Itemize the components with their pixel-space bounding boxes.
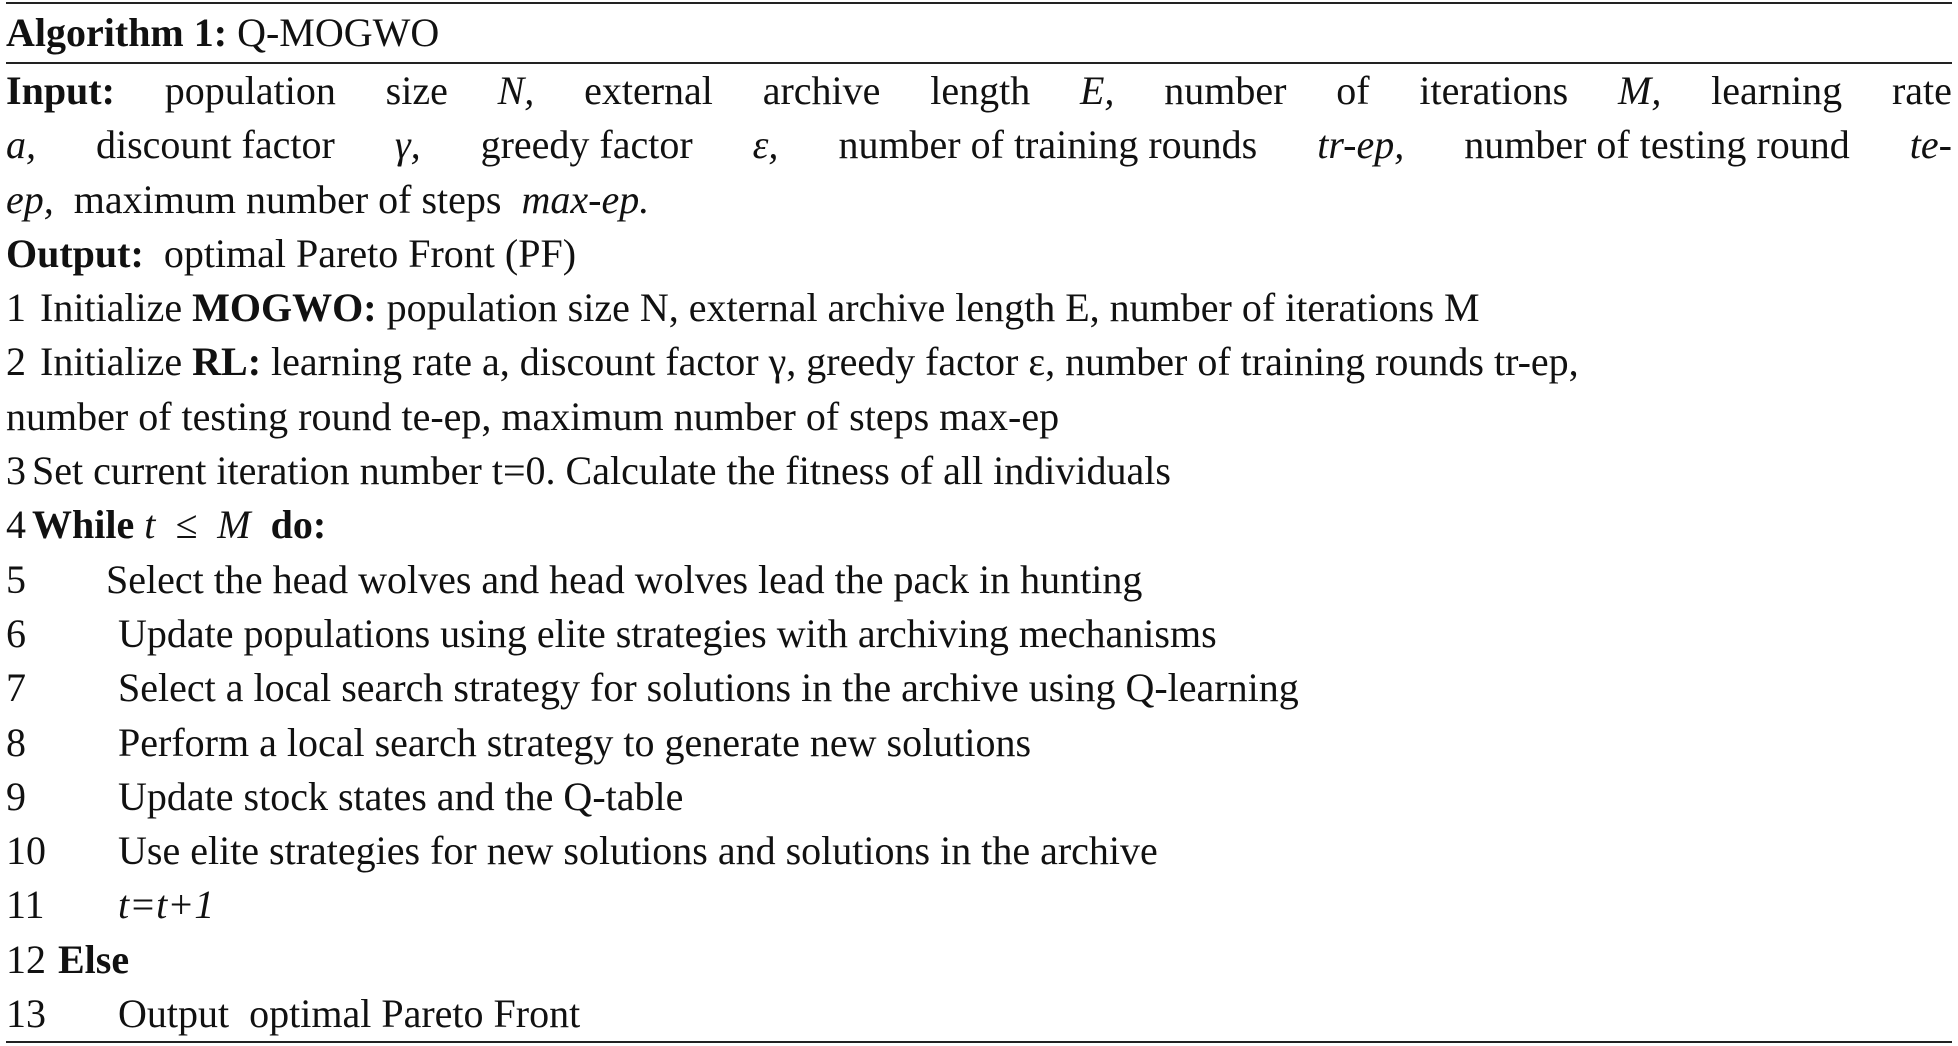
step-number: 5 bbox=[6, 556, 26, 602]
input-word: length bbox=[930, 68, 1031, 113]
input-var: tr-ep, bbox=[1317, 122, 1405, 168]
step-number: 12 bbox=[6, 936, 46, 982]
input-word: iterations bbox=[1419, 68, 1569, 113]
step-number: 13 bbox=[6, 991, 46, 1037]
while-condition: t ≤ M bbox=[144, 502, 251, 548]
input-word: archive bbox=[762, 68, 881, 113]
step-3 bbox=[6, 444, 1952, 498]
input-label: Input: bbox=[6, 68, 115, 113]
step-10 bbox=[6, 824, 1952, 878]
step-number: 8 bbox=[6, 719, 26, 765]
step-text: Initialize bbox=[40, 339, 193, 385]
step-text: Output optimal Pareto Front bbox=[118, 991, 581, 1037]
input-word: of bbox=[1336, 68, 1370, 113]
input-word: discount factor bbox=[96, 122, 335, 168]
step-number: 4 bbox=[6, 502, 26, 548]
algorithm-box bbox=[6, 2, 1952, 1043]
input-row-2 bbox=[6, 118, 1952, 172]
step-4 bbox=[6, 498, 1952, 552]
step-text: t=t+1 bbox=[118, 882, 215, 928]
step-1 bbox=[6, 281, 1952, 335]
step-text: Set current iteration number t=0. Calculate the fitness of all individuals bbox=[32, 448, 1171, 494]
algorithm-title bbox=[6, 4, 1952, 62]
step-text: Perform a local search strategy to generate new solutions bbox=[118, 719, 1032, 765]
input-var: te- bbox=[1909, 122, 1952, 168]
input-word: population bbox=[164, 68, 336, 113]
input-word: rate bbox=[1891, 68, 1952, 113]
input-word: number of training rounds bbox=[838, 122, 1258, 168]
step-12 bbox=[6, 933, 1952, 987]
step-number: 1 bbox=[6, 285, 26, 331]
step-text: Select a local search strategy for solutions in the archive using Q-learning bbox=[118, 665, 1299, 711]
step-5 bbox=[6, 553, 1952, 607]
input-var: E, bbox=[1080, 68, 1115, 113]
algorithm-title-name: Q-MOGWO bbox=[237, 10, 440, 55]
step-13 bbox=[6, 987, 1952, 1041]
step-text: number of testing round te-ep, maximum number of steps max-ep bbox=[6, 393, 1060, 439]
step-6 bbox=[6, 607, 1952, 661]
step-8 bbox=[6, 716, 1952, 770]
step-text: learning rate a, discount factor γ, greedy factor ε, number of training rounds tr-ep, bbox=[261, 339, 1579, 385]
step-number: 6 bbox=[6, 610, 26, 656]
input-row-3 bbox=[6, 173, 1952, 227]
step-keyword: RL: bbox=[192, 339, 262, 385]
while-keyword: While bbox=[32, 502, 135, 548]
output-label: Output: bbox=[6, 230, 144, 276]
input-word: size bbox=[385, 68, 448, 113]
input-row-1 bbox=[6, 64, 1952, 118]
input-word: learning bbox=[1711, 68, 1843, 113]
input-word: maximum number of steps bbox=[73, 176, 502, 222]
else-keyword: Else bbox=[58, 936, 130, 982]
input-var: ep, bbox=[6, 176, 54, 222]
step-text: Update stock states and the Q-table bbox=[118, 773, 684, 819]
step-number: 9 bbox=[6, 773, 26, 819]
step-number: 3 bbox=[6, 448, 26, 494]
step-number: 7 bbox=[6, 665, 26, 711]
step-text: population size N, external archive length E, number of iterations M bbox=[376, 285, 1480, 331]
step-2-continued bbox=[6, 390, 1952, 444]
output-text: optimal Pareto Front (PF) bbox=[163, 230, 577, 276]
input-var: max-ep. bbox=[521, 176, 650, 222]
bottom-rule bbox=[6, 1041, 1952, 1043]
step-number: 11 bbox=[6, 882, 45, 928]
step-2 bbox=[6, 335, 1952, 389]
algorithm-title-label: Algorithm 1: bbox=[6, 10, 228, 55]
step-text: Select the head wolves and head wolves lead the pack in hunting bbox=[106, 556, 1143, 602]
step-number: 10 bbox=[6, 828, 46, 874]
do-keyword: do: bbox=[270, 502, 327, 548]
input-var: a, bbox=[6, 122, 36, 168]
input-word: external bbox=[584, 68, 713, 113]
output-row bbox=[6, 227, 1952, 281]
step-number: 2 bbox=[6, 339, 26, 385]
step-11 bbox=[6, 878, 1952, 932]
input-word: greedy factor bbox=[480, 122, 693, 168]
step-text: Update populations using elite strategies with archiving mechanisms bbox=[118, 610, 1217, 656]
step-7 bbox=[6, 661, 1952, 715]
step-9 bbox=[6, 770, 1952, 824]
step-text: Initialize bbox=[40, 285, 193, 331]
input-word: number of testing round bbox=[1464, 122, 1850, 168]
input-var: ε, bbox=[752, 122, 779, 168]
input-var: N, bbox=[497, 68, 535, 113]
input-var: γ, bbox=[394, 122, 421, 168]
step-keyword: MOGWO: bbox=[192, 285, 377, 331]
step-text: Use elite strategies for new solutions and solutions in the archive bbox=[118, 828, 1158, 874]
input-word: number bbox=[1164, 68, 1287, 113]
input-var: M, bbox=[1618, 68, 1662, 113]
